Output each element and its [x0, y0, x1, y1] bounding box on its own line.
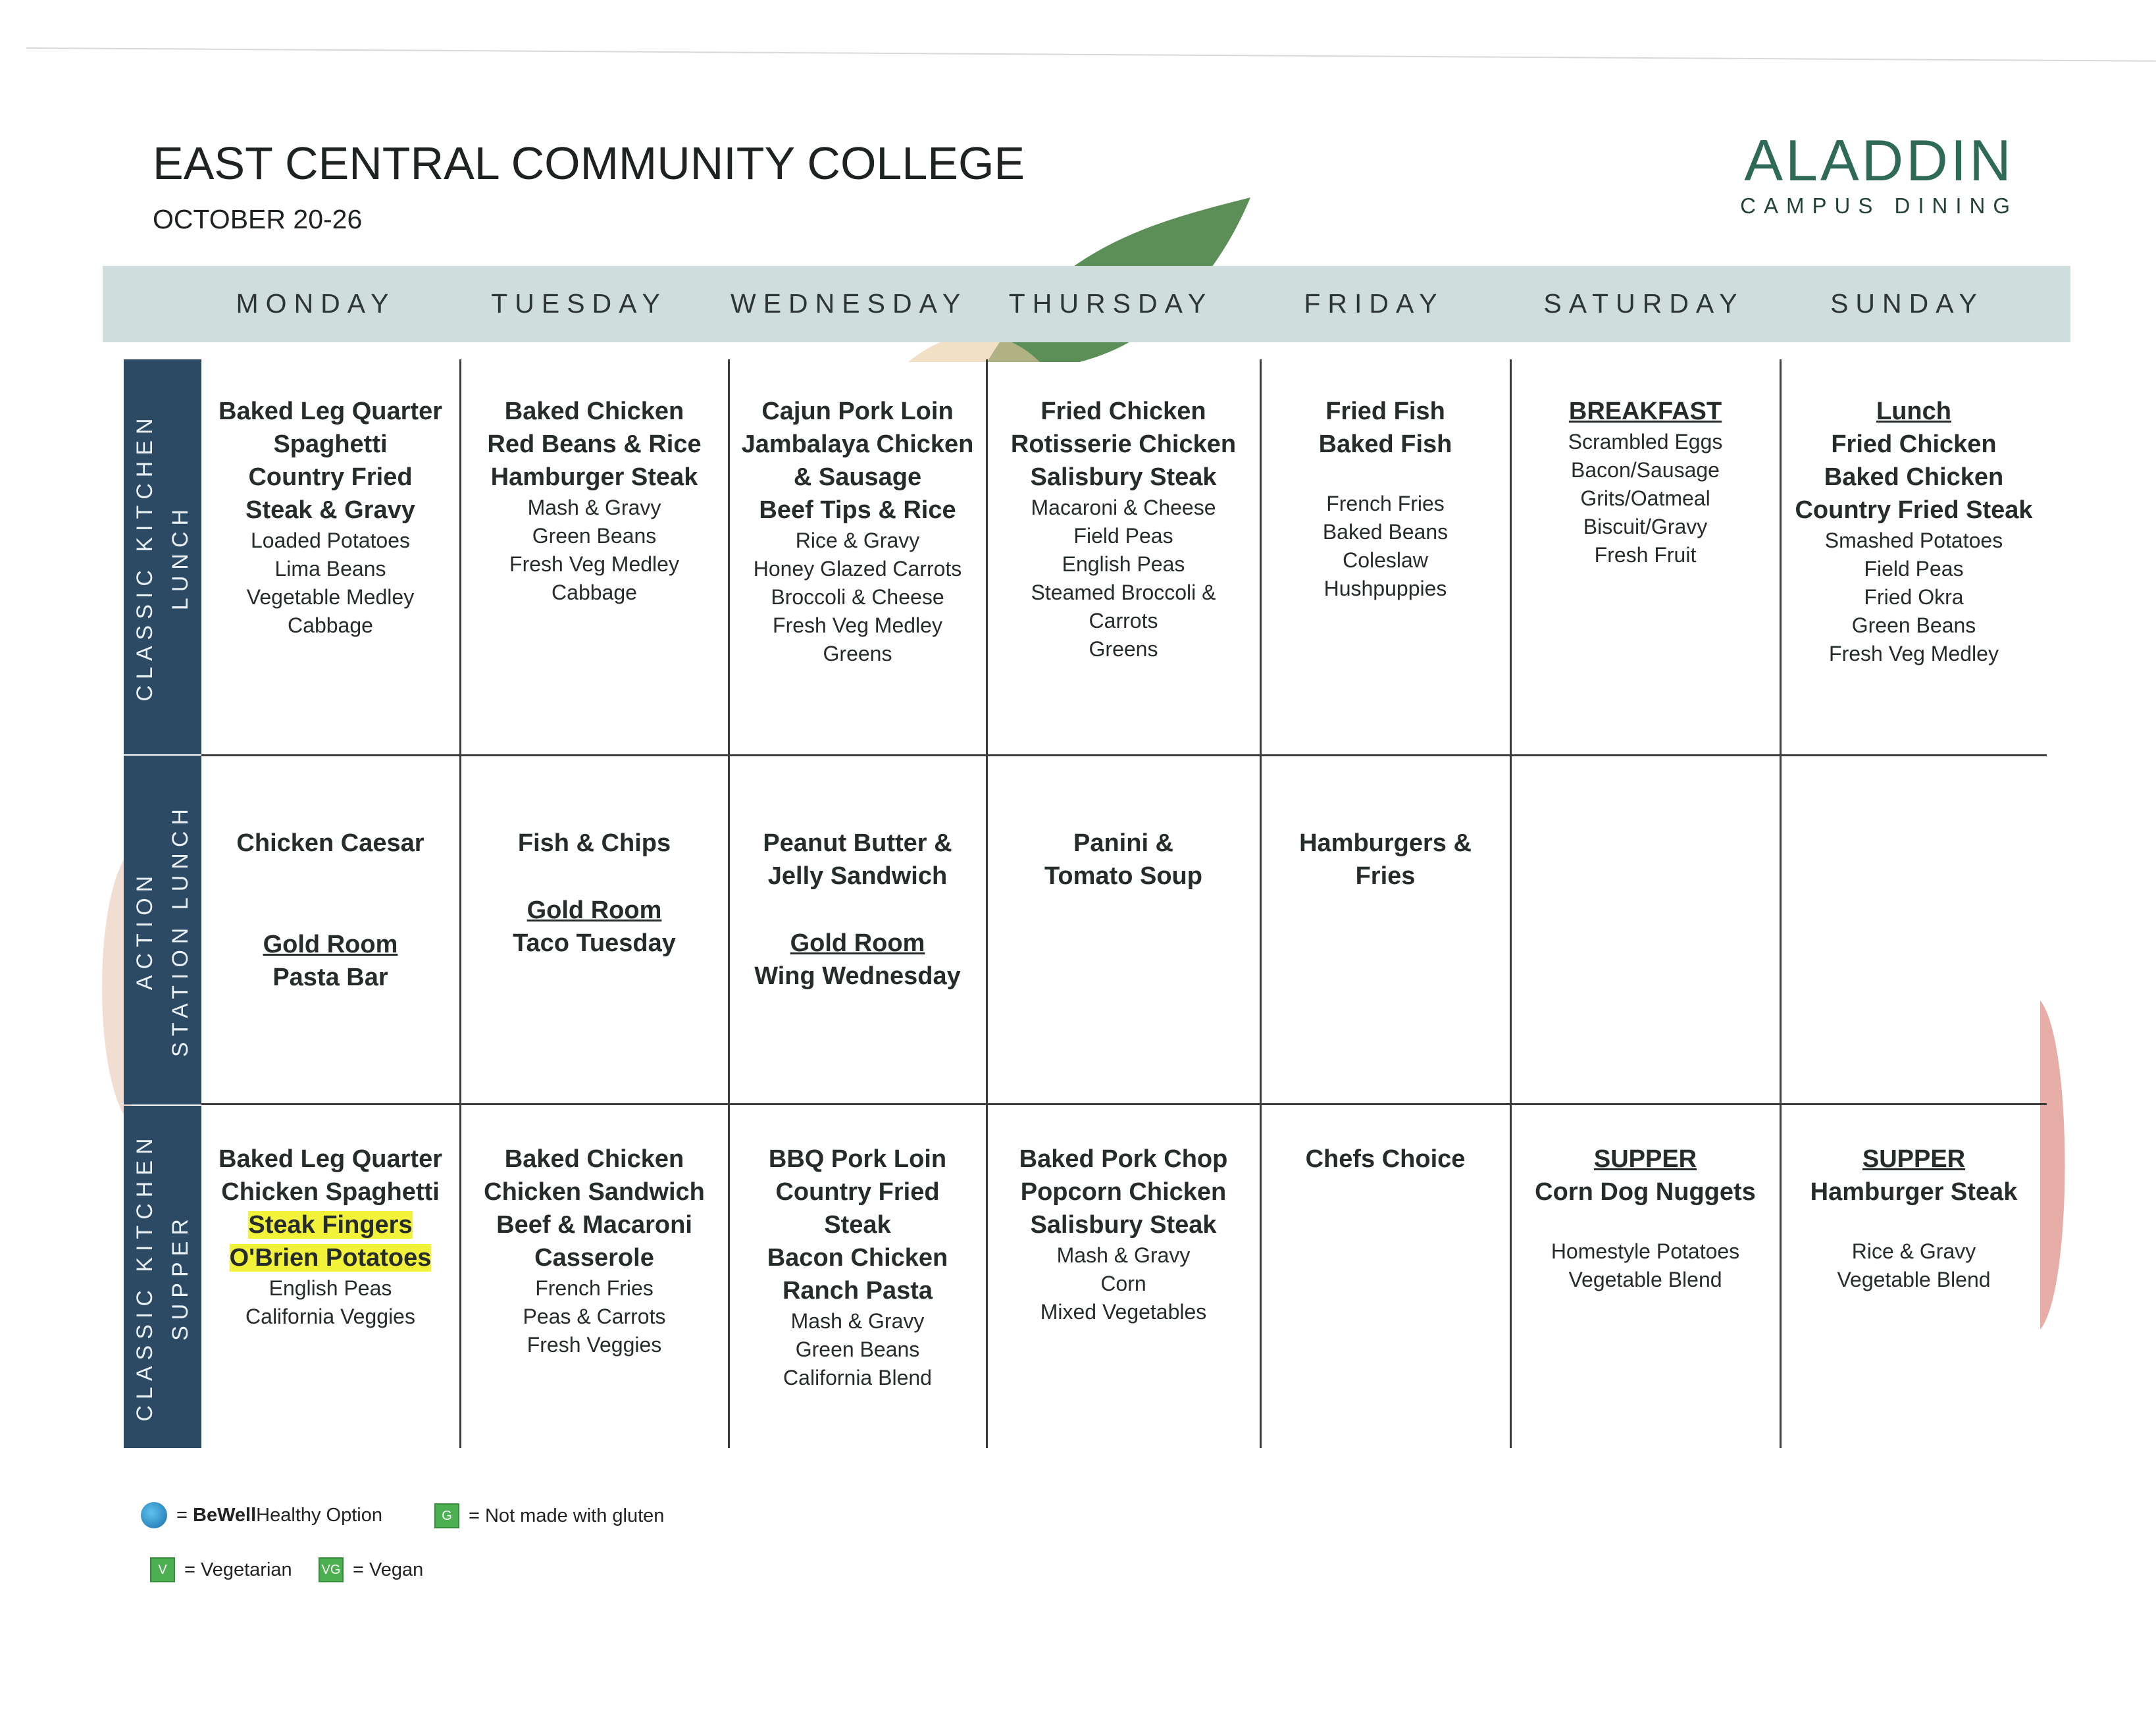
- cell-lunch-thursday: [990, 395, 1257, 663]
- cell-lunch-wednesday: [731, 395, 985, 668]
- menu-item: Cajun Pork Loin: [761, 398, 954, 425]
- menu-item: Greens: [1089, 637, 1158, 661]
- day-sunday: SUNDAY: [1830, 288, 1984, 319]
- legend-vegetarian: [150, 1557, 292, 1582]
- grid-hline: [201, 754, 2047, 756]
- logo-name: ALADDIN: [1744, 128, 2014, 193]
- cell-supper-monday: [204, 1143, 457, 1331]
- row-label-line2: STATION LUNCH: [168, 803, 193, 1057]
- menu-item: Baked Leg Quarter: [218, 398, 442, 425]
- row-label-line1: ACTION: [132, 869, 157, 991]
- menu-item: Baked Chicken: [504, 1145, 684, 1173]
- menu-item: Fish & Chips: [517, 829, 671, 857]
- grid-hline: [201, 1103, 2047, 1105]
- menu-item: Rice & Gravy: [795, 529, 920, 552]
- cell-action-wednesday: [731, 827, 985, 993]
- menu-item: Popcorn Chicken: [1020, 1178, 1227, 1206]
- menu-item: Hamburger Steak: [490, 463, 698, 491]
- menu-item: Lima Beans: [274, 557, 386, 581]
- grid-vline: [728, 359, 730, 1448]
- cell-supper-wednesday: [731, 1143, 985, 1392]
- menu-item: Honey Glazed Carrots: [753, 557, 962, 581]
- cell-supper-sunday: [1782, 1143, 2045, 1294]
- menu-item: Scrambled Eggs: [1568, 430, 1723, 454]
- menu-item: Hamburgers &: [1299, 829, 1472, 857]
- menu-item: Baked Pork Chop: [1019, 1145, 1228, 1173]
- menu-item: Beef & Macaroni: [496, 1211, 692, 1239]
- menu-item: Cabbage: [552, 581, 637, 604]
- row-label-line1: CLASSIC KITCHEN: [132, 412, 157, 702]
- row-label-line1: CLASSIC KITCHEN: [132, 1132, 157, 1422]
- menu-item: Peas & Carrots: [523, 1305, 666, 1328]
- grid-vline: [459, 359, 461, 1448]
- legend-bewell: [141, 1502, 382, 1528]
- date-range: OCTOBER 20-26: [153, 204, 363, 234]
- menu-item: Fresh Veg Medley: [773, 613, 942, 637]
- menu-item: Field Peas: [1864, 557, 1964, 581]
- menu-item: Wing Wednesday: [754, 962, 961, 990]
- menu-item: Baked Chicken: [504, 398, 684, 425]
- menu-item: Fries: [1355, 862, 1416, 890]
- menu-item: Fresh Veggies: [526, 1333, 662, 1357]
- menu-item: Mash & Gravy: [790, 1309, 925, 1333]
- grid-vline: [1510, 359, 1512, 1448]
- legend-vegan-text: = Vegan: [353, 1559, 424, 1580]
- menu-item: Macaroni & Cheese: [1031, 496, 1216, 519]
- menu-heading: SUPPER: [1862, 1145, 1966, 1173]
- menu-item: Baked Beans: [1322, 520, 1449, 544]
- aladdin-logo: [1740, 128, 2018, 219]
- row-label-action-lunch: [124, 756, 201, 1104]
- menu-item: Green Beans: [795, 1337, 920, 1361]
- cell-supper-friday: [1262, 1143, 1508, 1176]
- menu-item: BBQ Pork Loin: [768, 1145, 947, 1173]
- legend-bewell-text: Healthy Option: [256, 1504, 382, 1526]
- menu-item: Corn Dog Nuggets: [1535, 1178, 1756, 1206]
- cell-action-friday: [1262, 827, 1508, 893]
- menu-item: Fresh Fruit: [1594, 543, 1697, 567]
- menu-item: Country Fried: [775, 1178, 940, 1206]
- cell-supper-thursday: [990, 1143, 1257, 1326]
- menu-item: Country Fried: [248, 463, 413, 491]
- row-label-line2: LUNCH: [168, 503, 193, 611]
- menu-item: Fresh Veg Medley: [509, 552, 679, 576]
- menu-item: Peanut Butter &: [763, 829, 952, 857]
- menu-item: Baked Leg Quarter: [218, 1145, 442, 1173]
- menu-item: Country Fried Steak: [1795, 496, 2033, 524]
- menu-item: Biscuit/Gravy: [1583, 515, 1708, 538]
- legend-gluten-text: = Not made with gluten: [469, 1505, 665, 1526]
- menu-item: Beef Tips & Rice: [759, 496, 956, 524]
- menu-item: Carrots: [1089, 609, 1158, 633]
- logo-tagline: CAMPUS DINING: [1740, 194, 2018, 218]
- menu-item: Mixed Vegetables: [1040, 1300, 1207, 1324]
- menu-item: Coleslaw: [1343, 548, 1428, 572]
- menu-item: Fresh Veg Medley: [1829, 642, 1999, 665]
- menu-item: Salisbury Steak: [1030, 463, 1217, 491]
- menu-heading: Gold Room: [526, 896, 662, 924]
- menu-item: Jambalaya Chicken: [741, 430, 974, 458]
- menu-item: Bacon Chicken: [767, 1244, 948, 1272]
- cell-action-thursday: [990, 827, 1257, 893]
- menu-item: Hamburger Steak: [1810, 1178, 2018, 1206]
- row-label-classic-supper: [124, 1106, 201, 1448]
- menu-item: Fried Chicken: [1831, 430, 1997, 458]
- day-tuesday: TUESDAY: [491, 288, 667, 319]
- vegetarian-icon: V: [150, 1557, 175, 1582]
- cell-action-monday: [204, 827, 457, 994]
- menu-item: Chicken Spaghetti: [221, 1178, 440, 1206]
- row-label-classic-lunch: [124, 359, 201, 754]
- menu-item: Baked Fish: [1318, 430, 1452, 458]
- day-monday: MONDAY: [236, 288, 396, 319]
- menu-item: Tomato Soup: [1044, 862, 1202, 890]
- menu-item: Green Beans: [532, 524, 657, 548]
- menu-item: Steak & Gravy: [245, 496, 415, 524]
- menu-item: Hushpuppies: [1323, 577, 1447, 600]
- cell-lunch-sunday: [1782, 395, 2045, 668]
- menu-item: Taco Tuesday: [513, 929, 676, 957]
- cell-lunch-saturday: [1512, 395, 1778, 569]
- menu-item: Green Beans: [1851, 613, 1976, 637]
- legend-gluten: [434, 1503, 664, 1528]
- scan-line: [26, 47, 2156, 62]
- day-thursday: THURSDAY: [1008, 288, 1214, 319]
- menu-item: Chefs Choice: [1305, 1145, 1466, 1173]
- menu-item: Fried Okra: [1864, 585, 1964, 609]
- row-label-line2: SUPPER: [168, 1213, 193, 1341]
- menu-item: Broccoli & Cheese: [771, 585, 944, 609]
- menu-item: Corn: [1100, 1272, 1146, 1295]
- spacer: [731, 893, 985, 927]
- menu-item: Greens: [823, 642, 892, 665]
- menu-item: Mash & Gravy: [527, 496, 661, 519]
- cell-lunch-tuesday: [463, 395, 725, 607]
- spacer: [1262, 461, 1508, 490]
- menu-item: California Veggies: [245, 1305, 415, 1328]
- menu-item: English Peas: [1062, 552, 1185, 576]
- menu-heading: Gold Room: [263, 931, 398, 958]
- menu-item: Vegetable Blend: [1568, 1268, 1722, 1291]
- spacer: [1512, 1208, 1778, 1237]
- menu-heading: BREAKFAST: [1568, 398, 1722, 425]
- menu-item: Rotisserie Chicken: [1010, 430, 1237, 458]
- menu-item: Chicken Caesar: [236, 829, 424, 857]
- menu-item: California Blend: [783, 1366, 932, 1389]
- menu-item: Smashed Potatoes: [1824, 529, 2003, 552]
- menu-item: Spaghetti: [273, 430, 388, 458]
- spacer: [463, 860, 725, 894]
- legend-vegan: [319, 1557, 423, 1582]
- grid-vline: [1780, 359, 1782, 1448]
- legend-eq: =: [176, 1504, 188, 1526]
- gluten-free-icon: G: [434, 1503, 459, 1528]
- menu-item: French Fries: [1326, 492, 1445, 515]
- vegan-icon: VG: [319, 1557, 344, 1582]
- menu-item: Salisbury Steak: [1030, 1211, 1217, 1239]
- menu-item: English Peas: [269, 1276, 392, 1300]
- menu-item: French Fries: [535, 1276, 654, 1300]
- menu-item: Pasta Bar: [272, 964, 388, 991]
- bewell-globe-icon: [141, 1502, 167, 1528]
- menu-item: Vegetable Medley: [246, 585, 415, 609]
- spacer: [204, 894, 457, 928]
- menu-item: Chicken Sandwich: [484, 1178, 705, 1206]
- cell-action-tuesday: [463, 827, 725, 960]
- menu-item: Vegetable Blend: [1837, 1268, 1991, 1291]
- menu-heading: SUPPER: [1593, 1145, 1697, 1173]
- menu-item: Jelly Sandwich: [767, 862, 948, 890]
- highlighted-menu-item: O'Brien Potatoes: [229, 1244, 432, 1272]
- menu-item: Loaded Potatoes: [251, 529, 410, 552]
- menu-item: Rice & Gravy: [1851, 1239, 1976, 1263]
- page-title: EAST CENTRAL COMMUNITY COLLEGE: [153, 138, 1025, 189]
- cell-lunch-monday: [204, 395, 457, 640]
- spacer: [204, 860, 457, 894]
- menu-item: Steak: [824, 1211, 891, 1239]
- day-saturday: SATURDAY: [1543, 288, 1745, 319]
- menu-item: Ranch Pasta: [782, 1277, 933, 1305]
- menu-item: Homestyle Potatoes: [1551, 1239, 1740, 1263]
- spacer: [1782, 1208, 2045, 1237]
- menu-heading: Gold Room: [790, 929, 925, 957]
- cell-supper-tuesday: [463, 1143, 725, 1359]
- highlighted-menu-item: Steak Fingers: [248, 1211, 413, 1239]
- menu-heading: Lunch: [1876, 398, 1951, 425]
- menu-item: Field Peas: [1073, 524, 1173, 548]
- menu-item: Steamed Broccoli &: [1031, 581, 1216, 604]
- menu-item: & Sausage: [793, 463, 922, 491]
- grid-vline: [1260, 359, 1262, 1448]
- legend-bewell-bold: BeWell: [193, 1504, 257, 1526]
- cell-supper-saturday: [1512, 1143, 1778, 1294]
- menu-item: Red Beans & Rice: [487, 430, 702, 458]
- day-wednesday: WEDNESDAY: [731, 288, 968, 319]
- menu-item: Panini &: [1073, 829, 1174, 857]
- menu-item: Grits/Oatmeal: [1580, 486, 1710, 510]
- menu-item: Fried Chicken: [1040, 398, 1206, 425]
- menu-item: Mash & Gravy: [1056, 1243, 1191, 1267]
- menu-item: Casserole: [534, 1244, 654, 1272]
- day-friday: FRIDAY: [1304, 288, 1445, 319]
- menu-item: Fried Fish: [1325, 398, 1445, 425]
- menu-item: Bacon/Sausage: [1571, 458, 1720, 482]
- legend-vegetarian-text: = Vegetarian: [184, 1559, 292, 1580]
- menu-item: Cabbage: [288, 613, 373, 637]
- menu-item: Baked Chicken: [1824, 463, 2004, 491]
- grid-vline: [986, 359, 988, 1448]
- cell-lunch-friday: [1262, 395, 1508, 603]
